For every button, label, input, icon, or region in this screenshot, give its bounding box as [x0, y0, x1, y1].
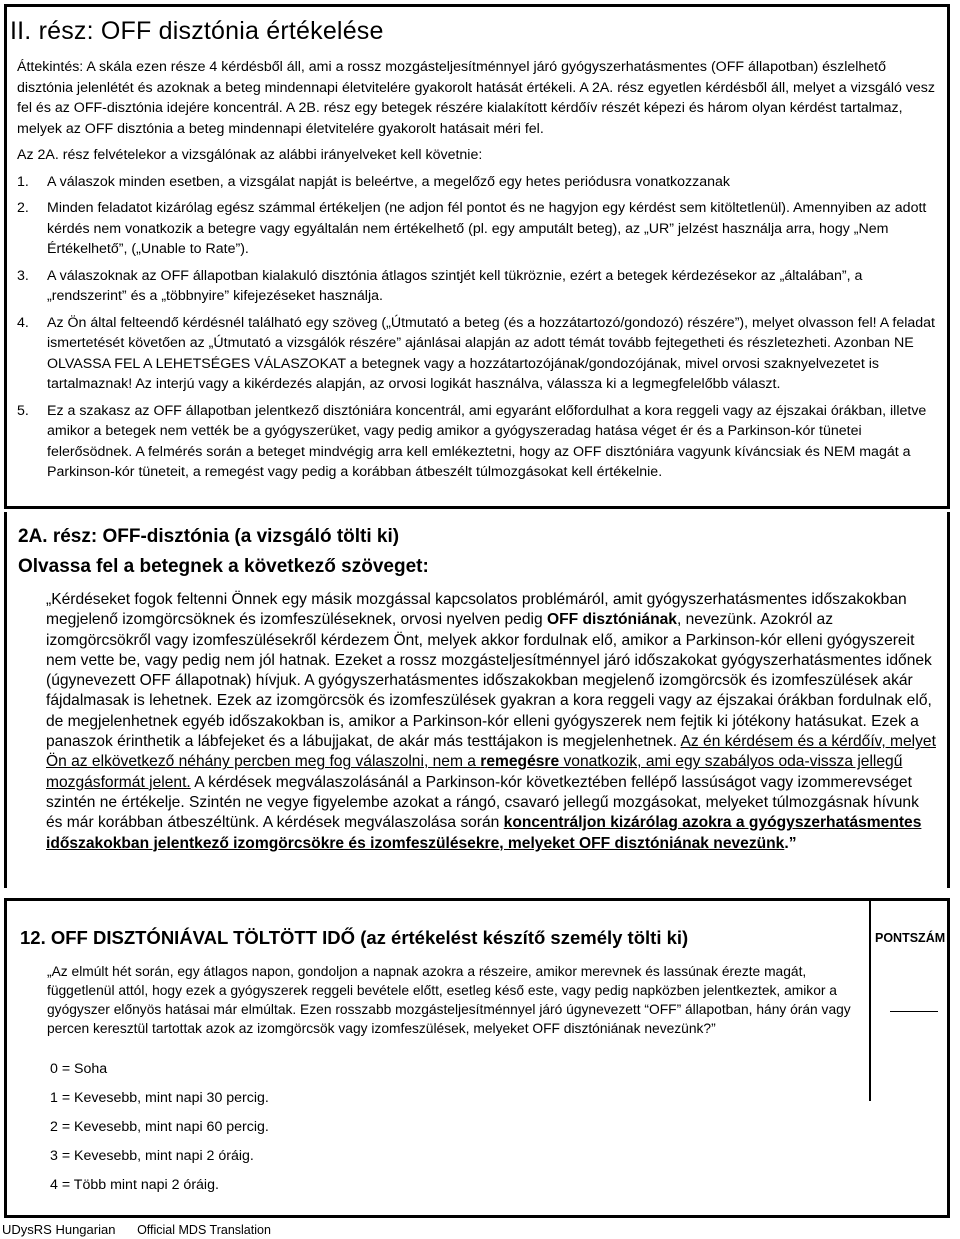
score-label: PONTSZÁM [875, 931, 946, 945]
overview-body [17, 57, 937, 489]
section-2a-title: 2A. rész: OFF-disztónia (a vizsgáló tölti ki) [18, 526, 400, 547]
read-aloud-heading: Olvassa fel a betegnek a következő szöveget: [18, 556, 429, 577]
guideline-item: 3. A válaszoknak az OFF állapotban kialakuló disztónia átlagos szintjét kell tükröznie, ezért a betegek kérdezésekor az „általában”, a „rendszerint” és a „többnyire” kifejezéseket használja. [17, 267, 863, 304]
guideline-item: 4. Az Ön által felteendő kérdésnél található egy szöveg („Útmutató a beteg (és a hozzátartozó/gondozó) részére”), melyet olvasson fel! A feladat ismertetését követően az „Útmutató a vizsgálók részére” ajánlásai alapján az adott témát tovább fejtegetheti és részletezheti. Azonban NE OLVASSA FEL A LEHETSÉGES VÁLASZOKAT a betegnek vagy a hozzátartozójának/gondozójának, mivel orvosi szaknyelvezetet is tartalmaznak! Az interjú vagy a kikérdezés alapján, az orvosi logikát használva, válassza ki a legmegfelelőbb választ. [17, 314, 935, 392]
question-title: 12. OFF DISZTÓNIÁVAL TÖLTÖTT IDŐ (az értékelést készítő személy tölti ki) [20, 927, 689, 948]
section-title: II. rész: OFF disztónia értékelése [10, 17, 384, 45]
score-column-divider [869, 901, 871, 1101]
footer-left: UDysRS Hungarian [2, 1222, 116, 1237]
guideline-item: 1. A válaszok minden esetben, a vizsgálat napját is beleértve, a megelőző egy hetes periódusra vonatkozzanak [17, 173, 730, 190]
question-12 [4, 898, 950, 1218]
answer-option: 1 = Kevesebb, mint napi 30 percig. [50, 1090, 269, 1106]
guideline-item: 2. Minden feladatot kizárólag egész számmal értékeljen (ne adjon fél pontot és ne hagyjon egy kérdést sem kitöltetlenül). Amennyiben az adott kérdés nem vonatkozik a betegre vagy egyáltalán nem értékelhető (pl. egy amputált beteg), az „UR” jelzést használja arra, hogy „Nem Értékelhető”, („Unable to Rate”). [17, 200, 927, 257]
guidelines-lead: Az 2A. rész felvételekor a vizsgálónak az alábbi irányelveket kell követnie: [17, 147, 483, 163]
footer-right: Official MDS Translation [137, 1223, 271, 1237]
answer-option: 3 = Kevesebb, mint napi 2 óráig. [50, 1148, 254, 1164]
answer-option: 2 = Kevesebb, mint napi 60 percig. [50, 1119, 269, 1135]
overview-section [4, 4, 950, 506]
answer-option: 4 = Több mint napi 2 óráig. [50, 1177, 219, 1193]
answer-option: 0 = Soha [50, 1061, 108, 1077]
guideline-item: 5. Ez a szakasz az OFF állapotban jelentkező disztóniára koncentrál, ami egyaránt előfordulhat a kora reggeli vagy az éjszakai órákban, illetve amikor a betegek nem vették be a gyógyszerüket, vagy pedig amikor a gyógyszeradag hatása véget ér és a Parkinson-kór tünetei felerősödnek. A felmérés során a beteget mindvégig arra kell emlékeztetni, hogy az OFF disztóniára vagyunk kíváncsiak és NEM magát a Parkinson-kór tüneteit, a remegést vagy pedig a korábban átbeszélt túlmozgásokat kell értékelnie. [17, 402, 927, 480]
read-aloud-text: „Kérdéseket fogok feltenni Önnek egy másik mozgással kapcsolatos problémáról, amit gyógyszerhatásmentes időszakokban megjelenő izomgörcsöknek és izomfeszüléseknek, orvosi nyelven pedig OFF disztóniának, nevezünk. Azokról az izomgörcsökről vagy izomfeszülésekről kérdezem Önt, melyek akkor fordulnak elő, amikor a Parkinson-kór elleni gyógyszereit nem vette be, vagy pedig nem jól hatnak. Ezeket a rossz mozgásteljesítménnyel járó időszakokat gyógyszerhatásmentes időnek (úgynevezett OFF állapotnak) hívjuk. A gyógyszerhatásmentes időszakokban megjelenő izomgörcsök és izomfeszülések akár fájdalmasak is lehetnek. Ezek az izomgörcsök és izomfeszülések gyakran a kora reggeli vagy az éjszakai órákban fordulnak elő, de megjelenhetnek egyéb időszakokban is, amikor a Parkinson-kór elleni gyógyszerek nem fejtik ki jótékony hatásukat. Ezek a panaszok érinthetik a lábfejeket és a lábujjakat, de akár más testtájakon is megjelenhetnek. Az én kérdésem és a kérdőív, melyet Ön az elkövetkező néhány percben meg fog válaszolni, nem a remegésre vonatkozik, ami egy szabályos oda-vissza jellegű mozgásformát jelent. A kérdések megválaszolásánál a Parkinson-kór következtében fellépő lassúságot vagy izommerevséget szintén ne értékelje. Szintén ne vegye figyelembe azokat a rángó, csavaró jellegű mozgásokat, melyeket túlmozgásnak hívunk és már korábban átbeszéltünk. A kérdések megválaszolása során koncentráljon kizárólag azokra a gyógyszerhatásmentes időszakokban jelentkező izomgörcsökre és izomfeszülésekre, melyeket OFF disztóniának nevezünk.” [46, 591, 936, 852]
answer-options [50, 1061, 269, 1206]
score-blank[interactable] [890, 1011, 938, 1012]
footer [2, 1222, 271, 1237]
overview-intro: Áttekintés: A skála ezen része 4 kérdésből áll, ami a rossz mozgásteljesítménnyel járó gyógyszerhatásmentes (OFF állapotban) észlelhető disztónia jelenlétét és azoknak a beteg mindennapi életvitelére gyakorolt hatását értékeli. A 2A. rész egyetlen kérdésből áll, melyet a vizsgáló vesz fel és az OFF-disztónia idejére koncentrál. A 2B. rész egy betegek részére kialakított kérdőív részét képezi és három olyan kérdést tartalmaz, melyek az OFF disztónia a beteg mindennapi életvitelére gyakorolt hatásait méri fel. [17, 59, 935, 137]
question-text: „Az elmúlt hét során, egy átlagos napon, gondoljon a napnak azokra a részeire, amikor merevnek és lassúnak érezte magát, függetlenül attól, hogy ezek a gyógyszerek reggeli bevétele előtt, esetleg késő este, vagy pedig napközben jelentkeztek, amikor a gyógyszer előnyös hatásai már elmúltak. Ezen rosszabb mozgásteljesítménnyel járó úgynevezett “OFF” állapotban, hány órán vagy percen keresztül tartottak azok az izomgörcsök vagy izomfeszülések, melyeket OFF disztóniának nevezünk?” [47, 964, 851, 1036]
section-2a [4, 512, 950, 888]
section-divider [4, 506, 950, 509]
